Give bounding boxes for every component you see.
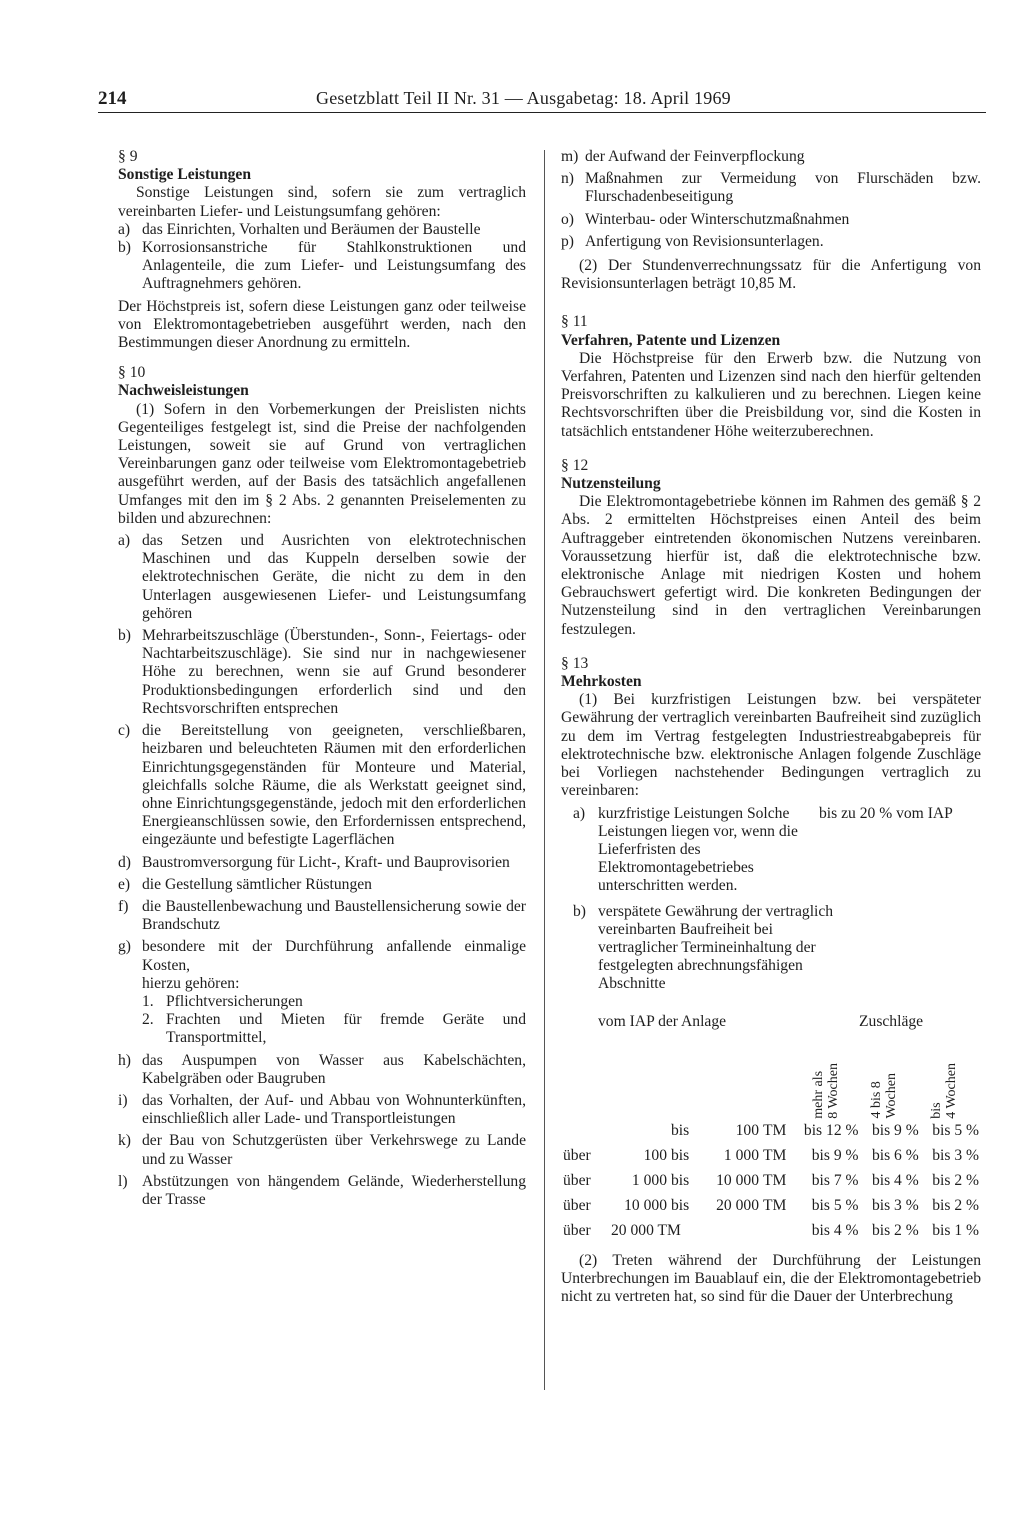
list-subitem [118, 1011, 526, 1047]
table-cell: 100 [735, 1121, 759, 1139]
column-heading-line: 4 bis 8 [869, 1081, 884, 1119]
list-label: l) [118, 1172, 128, 1190]
list-item [118, 876, 526, 894]
list-text: das Setzen und Ausrichten von elektrotechnischen Maschinen und das Kuppeln derselben sowie der elektrotechnischen Geräte, die nicht zu dem in den Unterlagen ausgewiesenen Liefer- und Leistungsumfang gehören [142, 532, 526, 622]
table-cell: bis 4 % [871, 1171, 919, 1189]
column-divider [544, 150, 545, 1390]
list-label: b) [118, 627, 131, 645]
table-row [561, 1119, 981, 1144]
section-number: § 10 [118, 364, 146, 382]
list-text: die Baustellenbewachung und Baustellensicherung sowie der Brandschutz [142, 897, 526, 934]
list-text: Baustromversorgung für Licht-, Kraft- und Bauprovisorien [142, 853, 510, 871]
table-cell: bis 5 % [811, 1196, 859, 1214]
table-cell: TM [763, 1146, 787, 1164]
list-label: k) [118, 1132, 131, 1150]
section-title: Mehrkosten [561, 673, 642, 691]
table-cell: bis 3 % [871, 1196, 919, 1214]
table-cell: über [563, 1171, 591, 1189]
list-item [118, 722, 526, 849]
list-label: o) [561, 210, 574, 228]
list-text: besondere mit der Durchführung anfallende einmalige Kosten, [142, 938, 526, 974]
table-cell: über [563, 1196, 591, 1214]
table-cell: TM [763, 1171, 787, 1189]
list-item [118, 1173, 526, 1209]
table-cell [561, 1119, 609, 1144]
table-cell: bis [671, 1196, 690, 1214]
table-cell: TM [763, 1196, 787, 1214]
table-row [561, 1219, 981, 1244]
list-text: die Bereitstellung von geeigneten, verschließbaren, heizbaren und beleuchteten Räumen mit den erforderlichen Einrichtungsgegenständen für Monteure und Material, gleichfalls solche Räume, die als Werkstatt geeignet sind, ohne Einrichtungsgegenstände, jedoch mit den erforderlichen Energieanschlüssen sowie, den Erfordernissen entsprechend, eingezäunte und befestigte Lagerflächen [142, 722, 526, 849]
section-title: Sonstige Leistungen [118, 166, 252, 184]
surcharge-value: bis zu 20 % vom IAP [819, 804, 953, 822]
list-label: b) [118, 239, 131, 257]
table-column-headings [561, 1033, 981, 1119]
table-cell: TM [763, 1121, 787, 1139]
list-item [561, 148, 981, 166]
table-cell: 10 000 [624, 1196, 667, 1214]
table-cell: bis 2 % [932, 1171, 979, 1189]
table-left-heading: vom IAP der Anlage [598, 1012, 727, 1030]
table-cell: 1 000 [631, 1171, 667, 1189]
table-cell: 1 000 [723, 1146, 759, 1164]
list-label: m) [561, 148, 579, 165]
list-item [118, 898, 526, 934]
table-cell: bis 6 % [871, 1146, 919, 1164]
table-cell: bis 12 % [803, 1121, 859, 1139]
table-row [561, 1194, 981, 1219]
list-text: Maßnahmen zur Vermeidung von Flurschäden bzw. Flurschadenbeseitigung [585, 170, 981, 206]
section-number: § 12 [561, 456, 589, 474]
list-item [118, 938, 526, 974]
list-label: n) [561, 170, 574, 188]
paragraph: Der Höchstpreis ist, sofern diese Leistungen ganz oder teilweise von Elektromontagebetrieben ausgeführt werden, nach den Bestimmungen dieser Anordnung zu ermitteln. [118, 297, 526, 352]
list-text: Frachten und Mieten für fremde Geräte und Transportmittel, [166, 1011, 526, 1047]
list-item [118, 239, 526, 294]
header-title: Gesetzblatt Teil II Nr. 31 — Ausgabetag: 18. April 1969 [316, 88, 731, 108]
list-label: b) [573, 902, 586, 920]
table-cell: bis 9 % [811, 1146, 859, 1164]
list-text: der Bau von Schutzgerüsten über Verkehrswege zu Lande und zu Wasser [142, 1132, 526, 1168]
list-label: g) [118, 938, 131, 956]
list-label: 2. [142, 1011, 154, 1029]
list-label: c) [118, 722, 131, 740]
table-cell: bis 9 % [871, 1121, 919, 1139]
table-cell: 100 [643, 1146, 667, 1164]
list-text: die Gestellung sämtlicher Rüstungen [142, 875, 372, 893]
surcharge-table [561, 1119, 981, 1244]
list-text: kurzfristige Leistungen Solche Leistungen liegen vor, wenn die Lieferfristen des Elektromontagebetriebes unterschritten werden. [598, 804, 798, 895]
list-subhead [118, 975, 526, 993]
column-heading-line: Wochen [884, 1072, 899, 1119]
table-row [561, 1169, 981, 1194]
list-item [561, 211, 981, 229]
column-heading-line: mehr als [811, 1070, 826, 1119]
list-item [118, 1052, 526, 1088]
list-text: Anfertigung von Revisionsunterlagen. [585, 232, 824, 250]
table-cell: bis 1 % [932, 1221, 979, 1239]
list-text: das Vorhalten, der Auf- und Abbau von Wohnunterkünften, einschließlich aller Lade- und Transportleistungen [142, 1091, 526, 1128]
list-text: Mehrarbeitszuschläge (Überstunden-, Sonn-, Feiertags- oder Nachtarbeitszuschläge). Sie sind nur in nachgewiesener Höhe zu berechnen, wenn sie auf Grund besonderer Produktionsbedingungen erforderlich sind und den Rechtsvorschriften entsprechen [142, 627, 526, 717]
list-text: hierzu gehören: [142, 974, 240, 992]
list-label: a) [573, 804, 586, 822]
list-subitem [118, 993, 526, 1011]
column-heading [869, 1073, 899, 1119]
left-column [118, 148, 526, 1209]
column-heading [811, 1063, 841, 1119]
section-number: § 11 [561, 313, 588, 331]
table-row [561, 1144, 981, 1169]
list-label: d) [118, 853, 131, 871]
list-item [118, 221, 526, 239]
list-text: das Einrichten, Vorhalten und Beräumen der Baustelle [142, 220, 481, 238]
right-column [561, 148, 981, 1306]
list-label: h) [118, 1051, 131, 1069]
table-cell: bis [671, 1121, 690, 1139]
table-cell: bis [671, 1171, 690, 1189]
page-header [98, 88, 986, 113]
list-label: a) [118, 532, 131, 550]
column-heading-line: 4 Wochen [944, 1062, 959, 1119]
table-cell: 20 000 TM [611, 1221, 681, 1239]
paragraph: (1) Sofern in den Vorbemerkungen der Preislisten nichts Gegenteiliges festgelegt ist, sind die Preise der nachfolgenden Leistungen, soweit sie auf Grund von vertraglichen Vereinbarungen ganz oder teilweise vom Elektromontagebetrieb ausgeführt werden, auf der Basis des tatsächlich angefallenen Umfanges mit den im § 2 Abs. 2 genannten Preiselementen zu bilden und abzurechnen: [118, 400, 526, 527]
paragraph: Die Elektromontagebetriebe können im Rahmen des gemäß § 2 Abs. 2 ermittelten Höchstpreises einen Anteil des beim Auftraggeber eintretenden ökonomischen Nutzens vereinbaren. Voraussetzung hierfür ist, daß die elektrotechnische bzw. elektronische Anlage mit niedrigen Kosten und hohem Gebrauchswert gefertigt wird. Die konkreten Bedingungen der Nutzensteilung sind in den vertraglichen Vereinbarungen festzulegen. [561, 493, 981, 638]
list-item [118, 627, 526, 718]
paragraph: (1) Bei kurzfristigen Leistungen bzw. bei verspäteter Gewährung der vertraglich vereinbarten Baufreiheit sind zuzüglich zu dem im Vertrag festgelegten Industriestreabgabepreis für elektrotechnische bzw. elektronische Anlagen folgende Zuschläge bei Vorliegen nachstehender Bedingungen vertraglich zu vereinbaren: [561, 691, 981, 800]
list-item [118, 1092, 526, 1128]
list-item [561, 233, 981, 251]
section-number: § 9 [118, 148, 138, 165]
table-cell: bis 2 % [871, 1221, 919, 1239]
list-item [118, 854, 526, 872]
paragraph: (2) Der Stundenverrechnungssatz für die Anfertigung von Revisionsunterlagen beträgt 10,85 M. [561, 257, 981, 293]
column-heading-line: bis [929, 1102, 944, 1119]
paragraph: Die Höchstpreise für den Erwerb bzw. die Nutzung von Verfahren, Patenten und Lizenzen sind nach den hierfür geltenden Preisvorschriften zu kalkulieren und zu berechnen. Liegen keine Rechtsvorschriften über die Preisbildung vor, sind die Kosten in tatsächlich entstandener Höhe weiterzuberechnen. [561, 349, 981, 440]
list-label: a) [118, 220, 131, 238]
paragraph: (2) Treten während der Durchführung der Leistungen Unterbrechungen im Bauablauf ein, die der Elektromontagebetrieb nicht zu vertreten hat, so sind für die Dauer der Unterbrechung [561, 1251, 981, 1305]
table-cell [609, 1119, 669, 1144]
table-cell: über [563, 1221, 591, 1239]
list-text: verspätete Gewährung der vertraglich vereinbarten Baufreiheit bei vertraglicher Termineinhaltung der festgelegten abrechnungsfähigen Abschnitte [598, 902, 834, 993]
list-text: Korrosionsanstriche für Stahlkonstruktionen und Anlagenteile, die zum Liefer- und Leistungsumfang des Auftragnehmers gehören. [142, 239, 526, 293]
section-title: Verfahren, Patente und Lizenzen [561, 331, 781, 349]
table-cell: über [563, 1146, 591, 1164]
surcharge-item-a [561, 805, 981, 897]
table-cell: bis 2 % [932, 1196, 979, 1214]
table-cell: bis 7 % [811, 1171, 859, 1189]
page-number: 214 [98, 88, 127, 109]
list-text: das Auspumpen von Wasser aus Kabelschächten, Kabelgräben oder Baugruben [142, 1051, 526, 1087]
list-label: e) [118, 875, 131, 893]
list-text: Winterbau- oder Winterschutzmaßnahmen [585, 210, 850, 228]
list-text: der Aufwand der Feinverpflockung [585, 148, 805, 165]
table-cell: bis [671, 1146, 690, 1164]
list-item [561, 170, 981, 206]
table-heading-row [561, 1013, 981, 1033]
column-heading [929, 1063, 959, 1119]
list-label: p) [561, 232, 574, 250]
table-cell: bis 5 % [932, 1121, 979, 1139]
surcharge-item-b [561, 903, 981, 1013]
section-title: Nutzensteilung [561, 475, 661, 493]
column-heading-line: 8 Wochen [826, 1062, 841, 1119]
table-cell: bis 3 % [932, 1146, 979, 1164]
list-text: Abstützungen von hängendem Gelände, Wiederherstellung der Trasse [142, 1172, 526, 1208]
table-cell: 20 000 [716, 1196, 759, 1214]
table-right-heading: Zuschläge [859, 1012, 924, 1030]
table-cell: bis 4 % [811, 1221, 859, 1239]
list-label: 1. [142, 992, 154, 1010]
list-label: i) [118, 1091, 128, 1109]
section-title: Nachweisleistungen [118, 382, 249, 400]
list-label: f) [118, 897, 129, 915]
list-item [118, 1132, 526, 1168]
paragraph: Sonstige Leistungen sind, sofern sie zum vertraglich vereinbarten Liefer- und Leistungsumfang gehören: [118, 184, 526, 220]
section-number: § 13 [561, 654, 589, 672]
list-text: Pflichtversicherungen [166, 992, 303, 1010]
list-item [118, 532, 526, 623]
table-cell: 10 000 [716, 1171, 759, 1189]
